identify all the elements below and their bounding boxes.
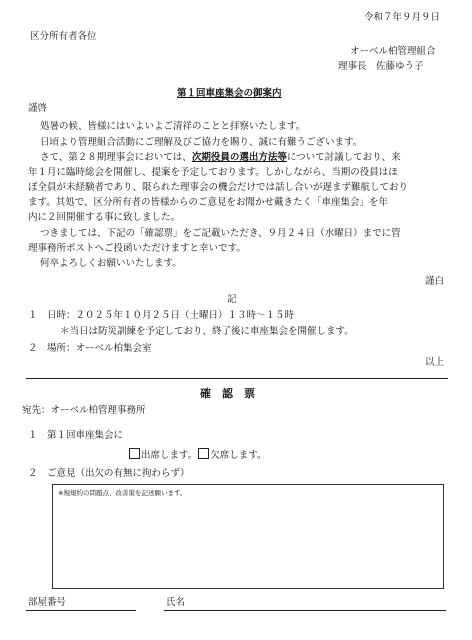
body-line-10: 何卒よろしくお願いいたします。	[40, 258, 182, 269]
question-opinion: ２ ご意見（出欠の有無に拘わらず）	[28, 468, 190, 479]
body-line-3-underlined: 次期役員の選出方法等	[191, 152, 287, 163]
body-line-1: 処暑の候、皆様にはいよいよご清祥のことと拝察いたします。	[40, 121, 306, 132]
opinion-box[interactable]	[52, 484, 444, 589]
body-line-8: つきましては、下記の「確認票」をご記載いただき、９月２４日（水曜日）までに管	[40, 228, 401, 239]
opening-word: 謹啓	[28, 103, 48, 114]
form-recipient: 宛先：オーベル柏管理事務所	[22, 405, 146, 416]
room-number-label: 部屋番号	[28, 597, 67, 608]
attend-checkbox[interactable]	[129, 448, 140, 459]
name-field[interactable]	[164, 610, 446, 611]
item-date: １ 日時：２０２５年１０月２５日（土曜日）１３時～１５時	[28, 310, 295, 321]
name-label: 氏名	[166, 597, 186, 608]
body-line-4: 年１月に臨時総会を開催し、提案を予定しております。しかしながら、当期の役員はほ	[28, 167, 398, 178]
body-line-3	[40, 152, 401, 164]
sender-org: オーベル柏管理組合	[350, 46, 436, 57]
date: 令和７年９月９日	[363, 12, 440, 23]
body-line-6: ます。其処で、区分所有者の皆様からのご意見をお聞かせ戴きたく「車座集会」を年	[28, 197, 389, 208]
room-number-field[interactable]	[26, 610, 136, 611]
attend-label: 出席します。	[141, 450, 198, 461]
sender-name: 理事長 佐藤ゆう子	[338, 61, 424, 72]
body-line-3-b: について討議しており、来	[286, 152, 401, 163]
separator-line	[26, 378, 448, 379]
closing-word: 謹白	[424, 276, 444, 287]
body-line-2: 日頃より管理組合活動にご理解及びご協力を賜り、誠に有難うございます。	[40, 137, 363, 148]
body-line-9: 理事務所ポストへご投函いただけますと幸いです。	[28, 243, 246, 254]
absent-label: 欠席します。	[210, 450, 267, 461]
addressee: 区分所有者各位	[30, 31, 97, 42]
ijo: 以上	[424, 357, 444, 368]
opinion-note: ※規規約の問題点、改善策を記述願います。	[58, 489, 187, 497]
attendance-options	[128, 448, 267, 462]
question-attendance: １ 第１回車座集会に	[28, 430, 124, 441]
item-place: ２ 場所：オーベル柏集会室	[28, 343, 152, 354]
document-title: 第１回車座集会の御案内	[177, 88, 282, 99]
ki-heading: 記	[227, 294, 237, 305]
item-date-note: ＊当日は防災訓練を予定しており、終了後に車座集会を開催します。	[60, 326, 354, 337]
absent-checkbox[interactable]	[198, 448, 209, 459]
body-line-3-a: さて、第２８期理事会においては、	[40, 152, 192, 163]
body-line-7: 内に２回開催する事に致しました。	[28, 212, 181, 223]
body-line-5: ぼ全員が未経験者であり、限られた理事会の機会だけでは話し合いが遅まず難航しており	[28, 182, 409, 193]
form-title: 確 認 票	[200, 387, 255, 400]
